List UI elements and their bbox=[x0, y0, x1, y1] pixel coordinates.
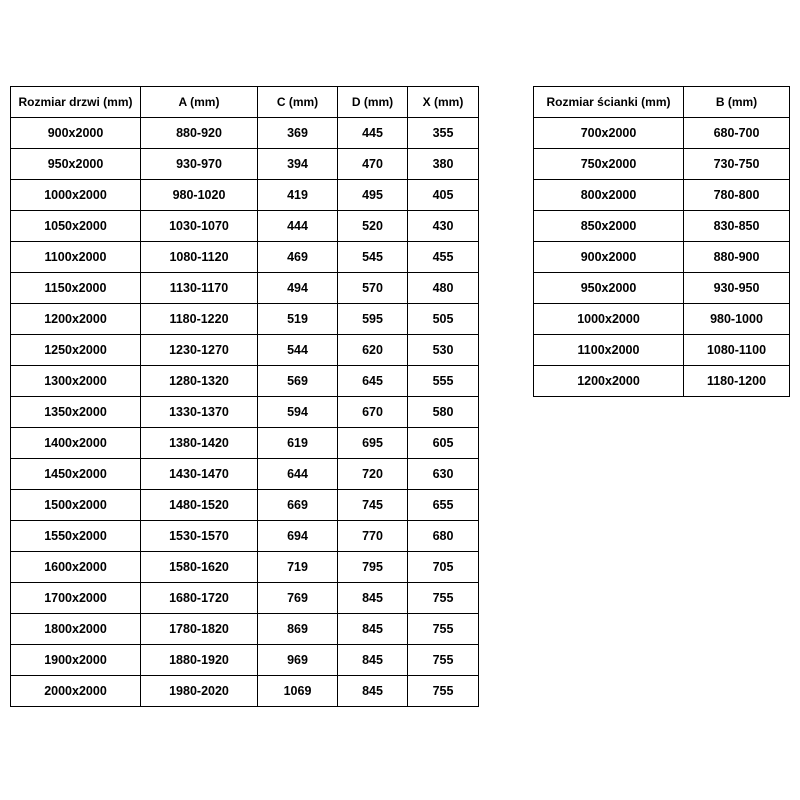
table-row bbox=[11, 676, 479, 707]
column-header-wall-size: Rozmiar ścianki (mm) bbox=[534, 87, 684, 118]
cell-door-size: 2000x2000 bbox=[11, 676, 141, 707]
cell-door-size: 1050x2000 bbox=[11, 211, 141, 242]
cell-a: 1430-1470 bbox=[141, 459, 258, 490]
cell-c: 644 bbox=[258, 459, 338, 490]
cell-door-size: 1200x2000 bbox=[11, 304, 141, 335]
table-row bbox=[11, 304, 479, 335]
cell-wall-size: 1000x2000 bbox=[534, 304, 684, 335]
cell-x: 755 bbox=[408, 583, 479, 614]
cell-door-size: 1800x2000 bbox=[11, 614, 141, 645]
cell-door-size: 1700x2000 bbox=[11, 583, 141, 614]
cell-c: 394 bbox=[258, 149, 338, 180]
cell-b: 680-700 bbox=[684, 118, 790, 149]
cell-d: 845 bbox=[338, 645, 408, 676]
cell-wall-size: 900x2000 bbox=[534, 242, 684, 273]
cell-door-size: 1600x2000 bbox=[11, 552, 141, 583]
cell-a: 880-920 bbox=[141, 118, 258, 149]
cell-b: 930-950 bbox=[684, 273, 790, 304]
cell-a: 1380-1420 bbox=[141, 428, 258, 459]
cell-x: 705 bbox=[408, 552, 479, 583]
column-header-b: B (mm) bbox=[684, 87, 790, 118]
cell-a: 1480-1520 bbox=[141, 490, 258, 521]
cell-a: 980-1020 bbox=[141, 180, 258, 211]
column-header-x: X (mm) bbox=[408, 87, 479, 118]
cell-a: 1230-1270 bbox=[141, 335, 258, 366]
cell-d: 795 bbox=[338, 552, 408, 583]
table-row bbox=[534, 304, 790, 335]
cell-c: 694 bbox=[258, 521, 338, 552]
cell-x: 380 bbox=[408, 149, 479, 180]
cell-c: 419 bbox=[258, 180, 338, 211]
cell-c: 594 bbox=[258, 397, 338, 428]
table-row bbox=[11, 428, 479, 459]
doors-size-table bbox=[10, 86, 479, 707]
cell-a: 1880-1920 bbox=[141, 645, 258, 676]
table-row bbox=[534, 366, 790, 397]
cell-door-size: 1500x2000 bbox=[11, 490, 141, 521]
table-row bbox=[11, 180, 479, 211]
cell-x: 655 bbox=[408, 490, 479, 521]
table-row bbox=[11, 552, 479, 583]
cell-wall-size: 700x2000 bbox=[534, 118, 684, 149]
table-row bbox=[11, 335, 479, 366]
cell-a: 1330-1370 bbox=[141, 397, 258, 428]
column-header-door-size: Rozmiar drzwi (mm) bbox=[11, 87, 141, 118]
table-row bbox=[11, 583, 479, 614]
cell-c: 619 bbox=[258, 428, 338, 459]
cell-d: 595 bbox=[338, 304, 408, 335]
table-row bbox=[11, 645, 479, 676]
cell-d: 670 bbox=[338, 397, 408, 428]
table-row bbox=[534, 273, 790, 304]
table-row bbox=[11, 118, 479, 149]
cell-c: 969 bbox=[258, 645, 338, 676]
cell-x: 405 bbox=[408, 180, 479, 211]
cell-door-size: 1450x2000 bbox=[11, 459, 141, 490]
doors-table-header bbox=[11, 87, 479, 118]
cell-x: 605 bbox=[408, 428, 479, 459]
cell-d: 845 bbox=[338, 583, 408, 614]
cell-b: 1080-1100 bbox=[684, 335, 790, 366]
cell-d: 845 bbox=[338, 676, 408, 707]
cell-d: 695 bbox=[338, 428, 408, 459]
table-row bbox=[11, 366, 479, 397]
table-header-row bbox=[534, 87, 790, 118]
cell-d: 545 bbox=[338, 242, 408, 273]
cell-d: 495 bbox=[338, 180, 408, 211]
cell-c: 1069 bbox=[258, 676, 338, 707]
cell-d: 720 bbox=[338, 459, 408, 490]
table-header-row bbox=[11, 87, 479, 118]
cell-wall-size: 1200x2000 bbox=[534, 366, 684, 397]
cell-c: 369 bbox=[258, 118, 338, 149]
table-row bbox=[11, 149, 479, 180]
cell-door-size: 1900x2000 bbox=[11, 645, 141, 676]
cell-x: 530 bbox=[408, 335, 479, 366]
cell-d: 745 bbox=[338, 490, 408, 521]
cell-x: 680 bbox=[408, 521, 479, 552]
cell-door-size: 900x2000 bbox=[11, 118, 141, 149]
cell-d: 645 bbox=[338, 366, 408, 397]
table-row bbox=[11, 273, 479, 304]
cell-door-size: 1350x2000 bbox=[11, 397, 141, 428]
cell-c: 869 bbox=[258, 614, 338, 645]
cell-a: 1130-1170 bbox=[141, 273, 258, 304]
cell-x: 455 bbox=[408, 242, 479, 273]
cell-x: 755 bbox=[408, 676, 479, 707]
column-header-a: A (mm) bbox=[141, 87, 258, 118]
cell-wall-size: 800x2000 bbox=[534, 180, 684, 211]
cell-d: 620 bbox=[338, 335, 408, 366]
cell-c: 569 bbox=[258, 366, 338, 397]
cell-a: 1680-1720 bbox=[141, 583, 258, 614]
cell-x: 480 bbox=[408, 273, 479, 304]
cell-b: 1180-1200 bbox=[684, 366, 790, 397]
cell-door-size: 1000x2000 bbox=[11, 180, 141, 211]
table-row bbox=[11, 521, 479, 552]
cell-x: 755 bbox=[408, 614, 479, 645]
cell-d: 770 bbox=[338, 521, 408, 552]
cell-c: 669 bbox=[258, 490, 338, 521]
cell-c: 719 bbox=[258, 552, 338, 583]
table-row bbox=[11, 459, 479, 490]
cell-x: 430 bbox=[408, 211, 479, 242]
cell-door-size: 1550x2000 bbox=[11, 521, 141, 552]
cell-c: 544 bbox=[258, 335, 338, 366]
cell-door-size: 1250x2000 bbox=[11, 335, 141, 366]
table-row bbox=[534, 149, 790, 180]
cell-a: 1030-1070 bbox=[141, 211, 258, 242]
column-header-d: D (mm) bbox=[338, 87, 408, 118]
cell-door-size: 1300x2000 bbox=[11, 366, 141, 397]
column-header-c: C (mm) bbox=[258, 87, 338, 118]
cell-b: 980-1000 bbox=[684, 304, 790, 335]
cell-d: 520 bbox=[338, 211, 408, 242]
cell-door-size: 1400x2000 bbox=[11, 428, 141, 459]
cell-a: 1280-1320 bbox=[141, 366, 258, 397]
cell-a: 1980-2020 bbox=[141, 676, 258, 707]
cell-a: 1180-1220 bbox=[141, 304, 258, 335]
walls-table-header bbox=[534, 87, 790, 118]
cell-x: 505 bbox=[408, 304, 479, 335]
cell-a: 1080-1120 bbox=[141, 242, 258, 273]
cell-c: 444 bbox=[258, 211, 338, 242]
cell-door-size: 950x2000 bbox=[11, 149, 141, 180]
cell-wall-size: 750x2000 bbox=[534, 149, 684, 180]
cell-wall-size: 1100x2000 bbox=[534, 335, 684, 366]
cell-c: 469 bbox=[258, 242, 338, 273]
table-row bbox=[11, 211, 479, 242]
cell-b: 780-800 bbox=[684, 180, 790, 211]
doors-table-body bbox=[11, 118, 479, 707]
table-row bbox=[11, 614, 479, 645]
table-row bbox=[11, 242, 479, 273]
cell-c: 519 bbox=[258, 304, 338, 335]
cell-d: 570 bbox=[338, 273, 408, 304]
table-row bbox=[11, 490, 479, 521]
cell-d: 445 bbox=[338, 118, 408, 149]
table-row bbox=[534, 211, 790, 242]
table-row bbox=[534, 335, 790, 366]
walls-size-table bbox=[533, 86, 790, 397]
cell-wall-size: 850x2000 bbox=[534, 211, 684, 242]
table-row bbox=[534, 180, 790, 211]
table-row bbox=[534, 118, 790, 149]
table-row bbox=[534, 242, 790, 273]
cell-c: 769 bbox=[258, 583, 338, 614]
cell-b: 880-900 bbox=[684, 242, 790, 273]
cell-d: 470 bbox=[338, 149, 408, 180]
cell-a: 930-970 bbox=[141, 149, 258, 180]
cell-x: 580 bbox=[408, 397, 479, 428]
cell-x: 630 bbox=[408, 459, 479, 490]
doors-size-table-container bbox=[10, 86, 479, 707]
cell-wall-size: 950x2000 bbox=[534, 273, 684, 304]
cell-x: 355 bbox=[408, 118, 479, 149]
cell-b: 830-850 bbox=[684, 211, 790, 242]
cell-b: 730-750 bbox=[684, 149, 790, 180]
cell-c: 494 bbox=[258, 273, 338, 304]
cell-d: 845 bbox=[338, 614, 408, 645]
cell-door-size: 1150x2000 bbox=[11, 273, 141, 304]
cell-x: 555 bbox=[408, 366, 479, 397]
cell-a: 1580-1620 bbox=[141, 552, 258, 583]
cell-a: 1530-1570 bbox=[141, 521, 258, 552]
cell-x: 755 bbox=[408, 645, 479, 676]
cell-a: 1780-1820 bbox=[141, 614, 258, 645]
walls-size-table-container bbox=[533, 86, 790, 397]
table-row bbox=[11, 397, 479, 428]
cell-door-size: 1100x2000 bbox=[11, 242, 141, 273]
walls-table-body bbox=[534, 118, 790, 397]
